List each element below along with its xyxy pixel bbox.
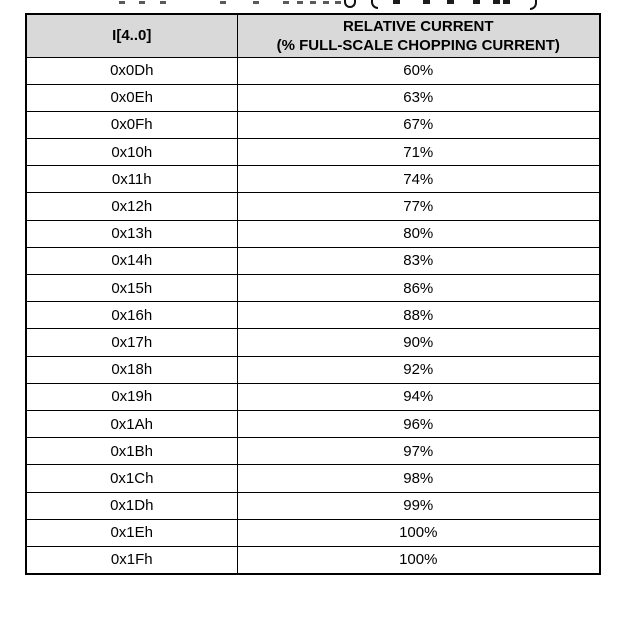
index-cell: 0x10h (26, 139, 237, 166)
table-row (26, 492, 600, 519)
relative-current-cell: 71% (237, 139, 600, 166)
table-row (26, 410, 600, 437)
table-header (26, 14, 600, 57)
table-row (26, 383, 600, 410)
table-row (26, 166, 600, 193)
relative-current-cell: 60% (237, 57, 600, 84)
index-cell: 0x15h (26, 275, 237, 302)
clipped-title-close-paren (530, 0, 537, 10)
relative-current-cell: 86% (237, 275, 600, 302)
table-row (26, 356, 600, 383)
clipped-title-fragment (423, 0, 430, 4)
relative-current-cell: 100% (237, 546, 600, 573)
table-body (26, 57, 600, 574)
table-row (26, 139, 600, 166)
index-cell: 0x17h (26, 329, 237, 356)
relative-current-cell: 74% (237, 166, 600, 193)
table-row (26, 546, 600, 573)
table-row (26, 57, 600, 84)
index-cell: 0x14h (26, 247, 237, 274)
relative-current-cell: 88% (237, 302, 600, 329)
clipped-title-fragment (253, 1, 259, 4)
relative-current-cell: 77% (237, 193, 600, 220)
relative-current-cell: 98% (237, 465, 600, 492)
index-cell: 0x16h (26, 302, 237, 329)
table-row (26, 465, 600, 492)
relative-current-cell: 83% (237, 247, 600, 274)
index-cell: 0x1Ch (26, 465, 237, 492)
relative-current-cell: 100% (237, 519, 600, 546)
header-relative-current-line2: (% FULL-SCALE CHOPPING CURRENT) (276, 36, 560, 54)
index-cell: 0x11h (26, 166, 237, 193)
clipped-title-fragment (393, 0, 400, 4)
clipped-title-fragment (160, 1, 166, 4)
index-cell: 0x1Ah (26, 410, 237, 437)
relative-current-cell: 63% (237, 84, 600, 111)
index-cell: 0x1Bh (26, 438, 237, 465)
relative-current-cell: 90% (237, 329, 600, 356)
header-cell-relative-current (237, 14, 600, 57)
clipped-title-fragment (119, 1, 125, 4)
index-cell: 0x1Dh (26, 492, 237, 519)
clipped-title-g-descender (344, 0, 356, 8)
index-cell: 0x0Dh (26, 57, 237, 84)
header-row (26, 14, 600, 57)
table-row (26, 84, 600, 111)
table-row (26, 302, 600, 329)
clipped-title-fragment (297, 1, 303, 4)
relative-current-cell: 97% (237, 438, 600, 465)
index-cell: 0x0Eh (26, 84, 237, 111)
clipped-title-fragment (323, 1, 329, 4)
relative-current-cell: 80% (237, 220, 600, 247)
table-row (26, 275, 600, 302)
index-cell: 0x19h (26, 383, 237, 410)
clipped-title (0, 0, 634, 11)
table-row (26, 438, 600, 465)
clipped-title-fragment (503, 0, 510, 4)
index-cell: 0x12h (26, 193, 237, 220)
clipped-title-fragment (447, 0, 454, 4)
table-row (26, 247, 600, 274)
relative-current-cell: 94% (237, 383, 600, 410)
index-cell: 0x13h (26, 220, 237, 247)
header-relative-current-line1: RELATIVE CURRENT (342, 17, 494, 35)
relative-current-cell: 67% (237, 111, 600, 138)
clipped-title-fragment (473, 0, 480, 4)
table-row (26, 193, 600, 220)
header-cell-index: I[4..0] (26, 14, 237, 57)
index-cell: 0x0Fh (26, 111, 237, 138)
relative-current-cell: 92% (237, 356, 600, 383)
index-cell: 0x18h (26, 356, 237, 383)
clipped-title-fragment (283, 1, 289, 4)
clipped-title-fragment (493, 0, 500, 4)
clipped-title-fragment (139, 1, 145, 4)
clipped-title-fragment (310, 1, 316, 4)
index-cell: 0x1Fh (26, 546, 237, 573)
table-row (26, 329, 600, 356)
table-row (26, 111, 600, 138)
current-scaling-table (25, 13, 601, 575)
clipped-title-fragment (335, 1, 341, 4)
relative-current-cell: 99% (237, 492, 600, 519)
clipped-title-fragment (220, 1, 226, 4)
relative-current-cell: 96% (237, 410, 600, 437)
table-row (26, 220, 600, 247)
clipped-title-open-paren (371, 0, 378, 9)
table-row (26, 519, 600, 546)
index-cell: 0x1Eh (26, 519, 237, 546)
